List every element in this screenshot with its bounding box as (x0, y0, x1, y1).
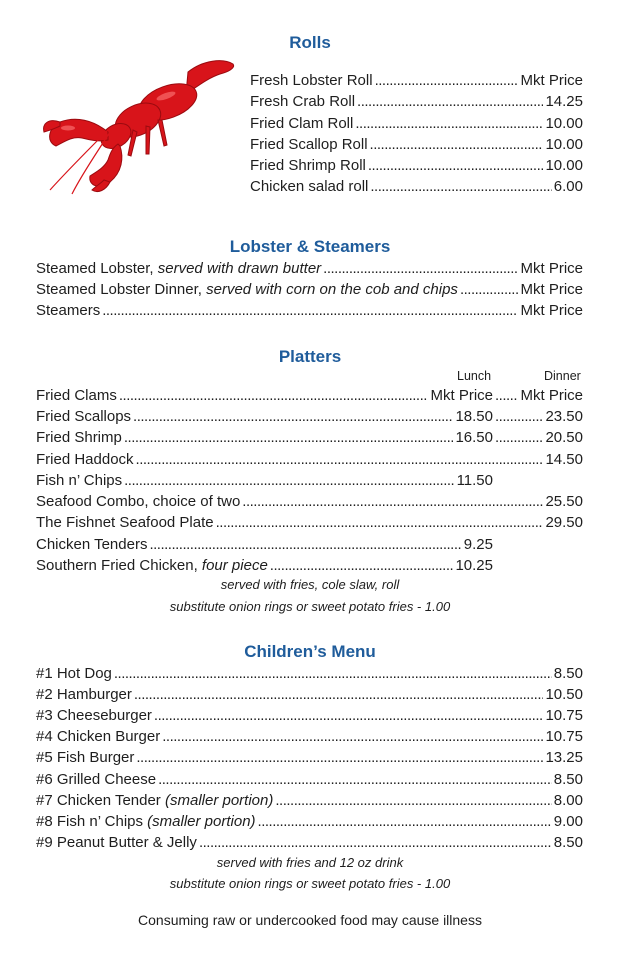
dot-leader (460, 280, 519, 300)
platters-item (36, 492, 583, 512)
item-price: 20.50 (545, 429, 583, 446)
item-name (250, 135, 368, 155)
item-name (36, 492, 240, 512)
item-name (36, 556, 268, 576)
item-name-text: #5 Fish Burger (36, 749, 135, 766)
dot-leader (162, 727, 543, 747)
item-price: 10.25 (455, 557, 493, 574)
item-name-text: Fried Haddock (36, 451, 134, 468)
platters-dinner-price (493, 428, 583, 448)
dot-leader (136, 748, 543, 768)
item-price: Mkt Price (430, 387, 493, 404)
item-name (36, 748, 134, 768)
item-name (250, 71, 373, 91)
children-item (36, 770, 583, 790)
item-name (36, 259, 321, 279)
item-name-text: Fried Clams (36, 387, 117, 404)
dot-leader (242, 492, 543, 512)
item-name-text: #8 Fish n’ Chips (36, 813, 148, 830)
item-name (36, 791, 273, 811)
dot-leader (134, 685, 544, 705)
dot-leader (114, 664, 552, 684)
item-price: 16.50 (455, 429, 493, 446)
dot-leader (375, 71, 519, 91)
item-description: served with corn on the cob and chips (206, 281, 458, 298)
children-item (36, 748, 583, 768)
dot-leader (133, 407, 453, 427)
platters-item (36, 450, 583, 470)
platters-item (36, 386, 493, 406)
rolls-item (250, 71, 583, 91)
item-price: 6.00 (553, 178, 583, 195)
rolls-item (250, 92, 583, 112)
item-price: 18.50 (455, 408, 493, 425)
dinner-column-header: Dinner (544, 369, 581, 383)
item-price: Mkt Price (520, 260, 583, 277)
item-name-text: #3 Cheeseburger (36, 707, 152, 724)
item-name-text: Fried Scallop Roll (250, 136, 368, 153)
item-price: 10.75 (545, 707, 583, 724)
item-description: four piece (201, 557, 268, 574)
item-price: 23.50 (545, 408, 583, 425)
item-name (36, 301, 100, 321)
item-price: 10.75 (545, 728, 583, 745)
item-price: 10.00 (545, 157, 583, 174)
children-item (36, 812, 583, 832)
item-name-text: Chicken salad roll (250, 178, 369, 195)
item-price: 25.50 (545, 493, 583, 510)
item-name-text: #1 Hot Dog (36, 665, 112, 682)
item-price: Mkt Price (520, 72, 583, 89)
item-name (36, 685, 132, 705)
platters-item (36, 556, 493, 576)
rolls-item (250, 135, 583, 155)
dot-leader (275, 791, 551, 811)
item-name-text: Fried Clam Roll (250, 115, 354, 132)
children-item (36, 833, 583, 853)
dot-leader (495, 386, 518, 406)
steamers-item (36, 259, 583, 279)
item-price: 10.00 (545, 115, 583, 132)
item-description: (smaller portion) (164, 792, 274, 809)
dot-leader (270, 556, 454, 576)
platters-dinner-price (493, 386, 583, 406)
platters-note-sides: served with fries, cole slaw, roll (220, 577, 400, 592)
dot-leader (495, 407, 543, 427)
platters-note-substitute: substitute onion rings or sweet potato fries - 1.00 (169, 599, 451, 614)
item-name (36, 386, 117, 406)
steamers-item (36, 301, 583, 321)
item-name-text: Fried Shrimp (36, 429, 122, 446)
item-name (36, 535, 147, 555)
item-name-text: #4 Chicken Burger (36, 728, 161, 745)
rolls-item (250, 156, 583, 176)
dot-leader (124, 471, 454, 491)
dot-leader (216, 513, 544, 533)
item-price: 14.50 (545, 451, 583, 468)
food-safety-notice: Consuming raw or undercooked food may cause illness (138, 912, 482, 928)
platters-item (36, 513, 583, 533)
item-name (36, 727, 160, 747)
children-note-sides: served with fries and 12 oz drink (216, 855, 404, 870)
item-name (36, 450, 134, 470)
dot-leader (323, 259, 518, 279)
item-name-text: Fresh Lobster Roll (250, 72, 373, 89)
item-name-text: Fried Shrimp Roll (250, 157, 366, 174)
lobster-icon (38, 50, 243, 195)
dot-leader (370, 135, 544, 155)
dot-leader (355, 114, 543, 134)
dot-leader (368, 156, 544, 176)
item-name-text: Seafood Combo, choice of two (36, 493, 241, 510)
item-price: 29.50 (545, 514, 583, 531)
children-item (36, 706, 583, 726)
item-price: 10.00 (545, 136, 583, 153)
dot-leader (158, 770, 552, 790)
item-price: 8.50 (553, 834, 583, 851)
dot-leader (136, 450, 544, 470)
item-price: Mkt Price (520, 387, 583, 404)
lunch-column-header: Lunch (457, 369, 492, 383)
item-price: 10.50 (545, 686, 583, 703)
item-description: (smaller portion) (147, 813, 256, 830)
item-name (250, 114, 353, 134)
children-item (36, 727, 583, 747)
item-name (36, 833, 197, 853)
item-name-text: Steamed Lobster Dinner, (36, 281, 207, 298)
platters-item (36, 471, 493, 491)
item-name-text: Steamed Lobster, (36, 260, 158, 277)
platters-item (36, 428, 493, 448)
dot-leader (199, 833, 552, 853)
dot-leader (495, 428, 543, 448)
item-name-text: Fish n’ Chips (36, 472, 123, 489)
item-price: 8.00 (553, 792, 583, 809)
item-name (36, 664, 112, 684)
item-price: 14.25 (545, 93, 583, 110)
dot-leader (370, 177, 551, 197)
rolls-heading: Rolls (289, 33, 331, 52)
item-name-text: Chicken Tenders (36, 536, 148, 553)
item-name (36, 812, 256, 832)
dot-leader (154, 706, 544, 726)
platters-item (36, 535, 493, 555)
item-price: Mkt Price (520, 281, 583, 298)
item-price: Mkt Price (520, 302, 583, 319)
item-name (36, 513, 214, 533)
children-heading: Children’s Menu (244, 642, 376, 661)
item-price: 8.50 (553, 665, 583, 682)
children-note-substitute: substitute onion rings or sweet potato fries - 1.00 (169, 876, 451, 891)
dot-leader (258, 812, 552, 832)
item-price: 11.50 (456, 472, 493, 489)
item-price: 9.00 (553, 813, 583, 830)
children-item (36, 664, 583, 684)
item-name-text: #9 Peanut Butter & Jelly (36, 834, 197, 851)
item-name (36, 280, 458, 300)
item-name (36, 428, 122, 448)
dot-leader (119, 386, 429, 406)
item-name (36, 471, 122, 491)
dot-leader (102, 301, 518, 321)
item-name-text: Fried Scallops (36, 408, 132, 425)
dot-leader (357, 92, 543, 112)
item-price: 8.50 (553, 771, 583, 788)
item-name-text: #2 Hamburger (36, 686, 132, 703)
item-price: 13.25 (545, 749, 583, 766)
platters-dinner-price (493, 407, 583, 427)
item-name (250, 156, 366, 176)
item-name-text: Fresh Crab Roll (250, 93, 356, 110)
item-name (36, 407, 131, 427)
children-item (36, 791, 583, 811)
item-description: served with drawn butter (157, 260, 322, 277)
item-price: 9.25 (463, 536, 493, 553)
platters-item (36, 407, 493, 427)
children-item (36, 685, 583, 705)
item-name-text: The Fishnet Seafood Plate (36, 514, 214, 531)
rolls-item (250, 114, 583, 134)
platters-heading: Platters (278, 347, 342, 366)
steamers-item (36, 280, 583, 300)
item-name-text: Southern Fried Chicken, (36, 557, 202, 574)
item-name (36, 706, 152, 726)
item-name (250, 177, 368, 197)
item-name-text: Steamers (36, 302, 101, 319)
dot-leader (124, 428, 454, 448)
item-name-text: #7 Chicken Tender (36, 792, 165, 809)
item-name-text: #6 Grilled Cheese (36, 771, 157, 788)
item-name (250, 92, 355, 112)
steamers-heading: Lobster & Steamers (229, 237, 391, 256)
item-name (36, 770, 156, 790)
dot-leader (149, 535, 461, 555)
rolls-item (250, 177, 583, 197)
